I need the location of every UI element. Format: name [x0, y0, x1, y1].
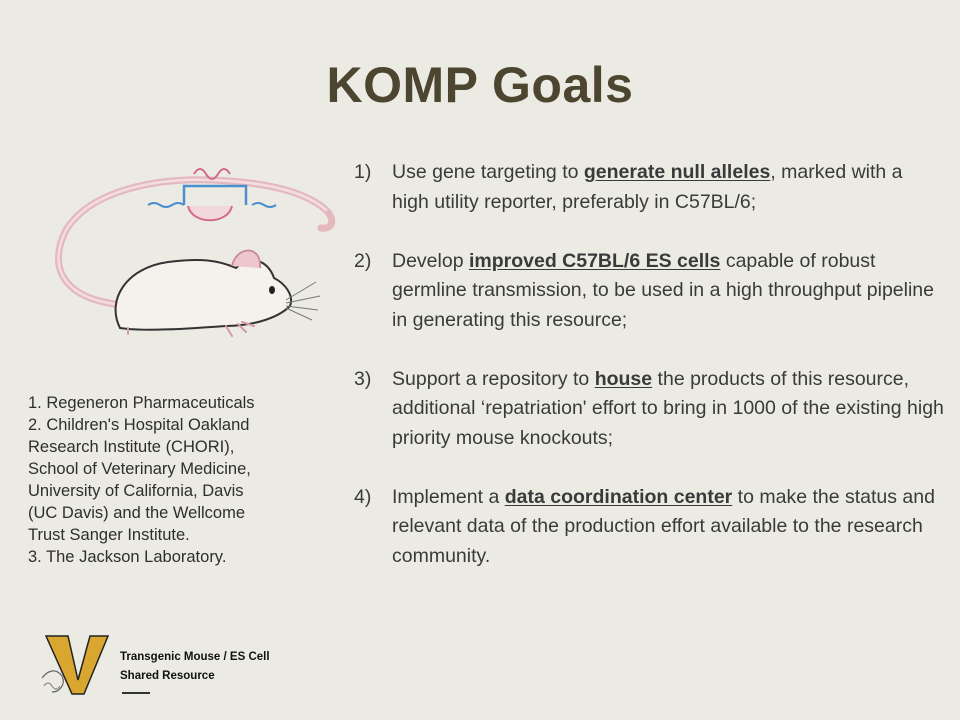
goal-text-rest: to make the status and relevant data of the production effort available to the research community.	[392, 485, 935, 567]
logo-line-1: Transgenic Mouse / ES Cell	[120, 651, 270, 663]
affiliation-line: School of Veterinary Medicine,	[28, 460, 251, 478]
affiliation-line: Research Institute (CHORI),	[28, 438, 235, 456]
goal-number: 2)	[354, 249, 372, 272]
affiliation-line: 2. Children's Hospital Oakland	[28, 416, 250, 434]
goal-text-rest: the products of this resource, additional ‘repatriation' effort to bring in 1000 of the existing high priority mouse knockouts;	[392, 367, 944, 449]
affiliation-line: 3. The Jackson Laboratory.	[28, 548, 227, 566]
goal-highlight: house	[594, 367, 653, 390]
affiliations-footnote	[28, 392, 328, 568]
goal-text	[392, 365, 944, 454]
goal-text-lead: Implement a	[392, 485, 505, 508]
goal-number: 3)	[354, 367, 372, 390]
goal-highlight: data coordination center	[504, 485, 733, 508]
goal-highlight: generate null alleles	[583, 161, 771, 183]
core-facility-logo	[38, 628, 298, 698]
affiliation-line: Trust Sanger Institute.	[28, 526, 190, 544]
goal-text-rest: capable of robust germline transmission, to be used in a high throughput pipeline in generating this resource;	[392, 249, 935, 331]
goal-number: 1)	[354, 161, 372, 183]
affiliation-line: University of California, Davis	[28, 482, 244, 500]
goal-text-lead: Use gene targeting to	[392, 161, 584, 183]
goals-list	[354, 158, 944, 601]
goal-number: 4)	[354, 485, 372, 508]
affiliation-line: (UC Davis) and the Wellcome	[28, 504, 246, 522]
goal-text	[392, 158, 944, 217]
logo-line-2: Shared Resource	[120, 670, 215, 682]
affiliation-line: 1. Regeneron Pharmaceuticals	[28, 394, 255, 412]
slide-title: KOMP Goals	[326, 57, 634, 113]
goal-text	[392, 247, 944, 336]
goal-item	[354, 158, 944, 217]
goal-item	[354, 365, 944, 454]
logo-text	[120, 648, 270, 686]
goal-text-lead: Develop	[392, 249, 469, 272]
mouse-illustration-icon	[36, 150, 356, 340]
goal-highlight: improved C57BL/6 ES cells	[468, 249, 721, 272]
vanderbilt-v-logo-icon	[38, 628, 120, 698]
goal-item	[354, 483, 944, 572]
goal-text-rest: , marked with a high utility reporter, preferably in C57BL/6;	[392, 161, 903, 213]
goal-text-lead: Support a repository to	[392, 367, 595, 390]
goal-item	[354, 247, 944, 336]
logo-rule	[122, 692, 150, 694]
goal-text	[392, 483, 944, 572]
